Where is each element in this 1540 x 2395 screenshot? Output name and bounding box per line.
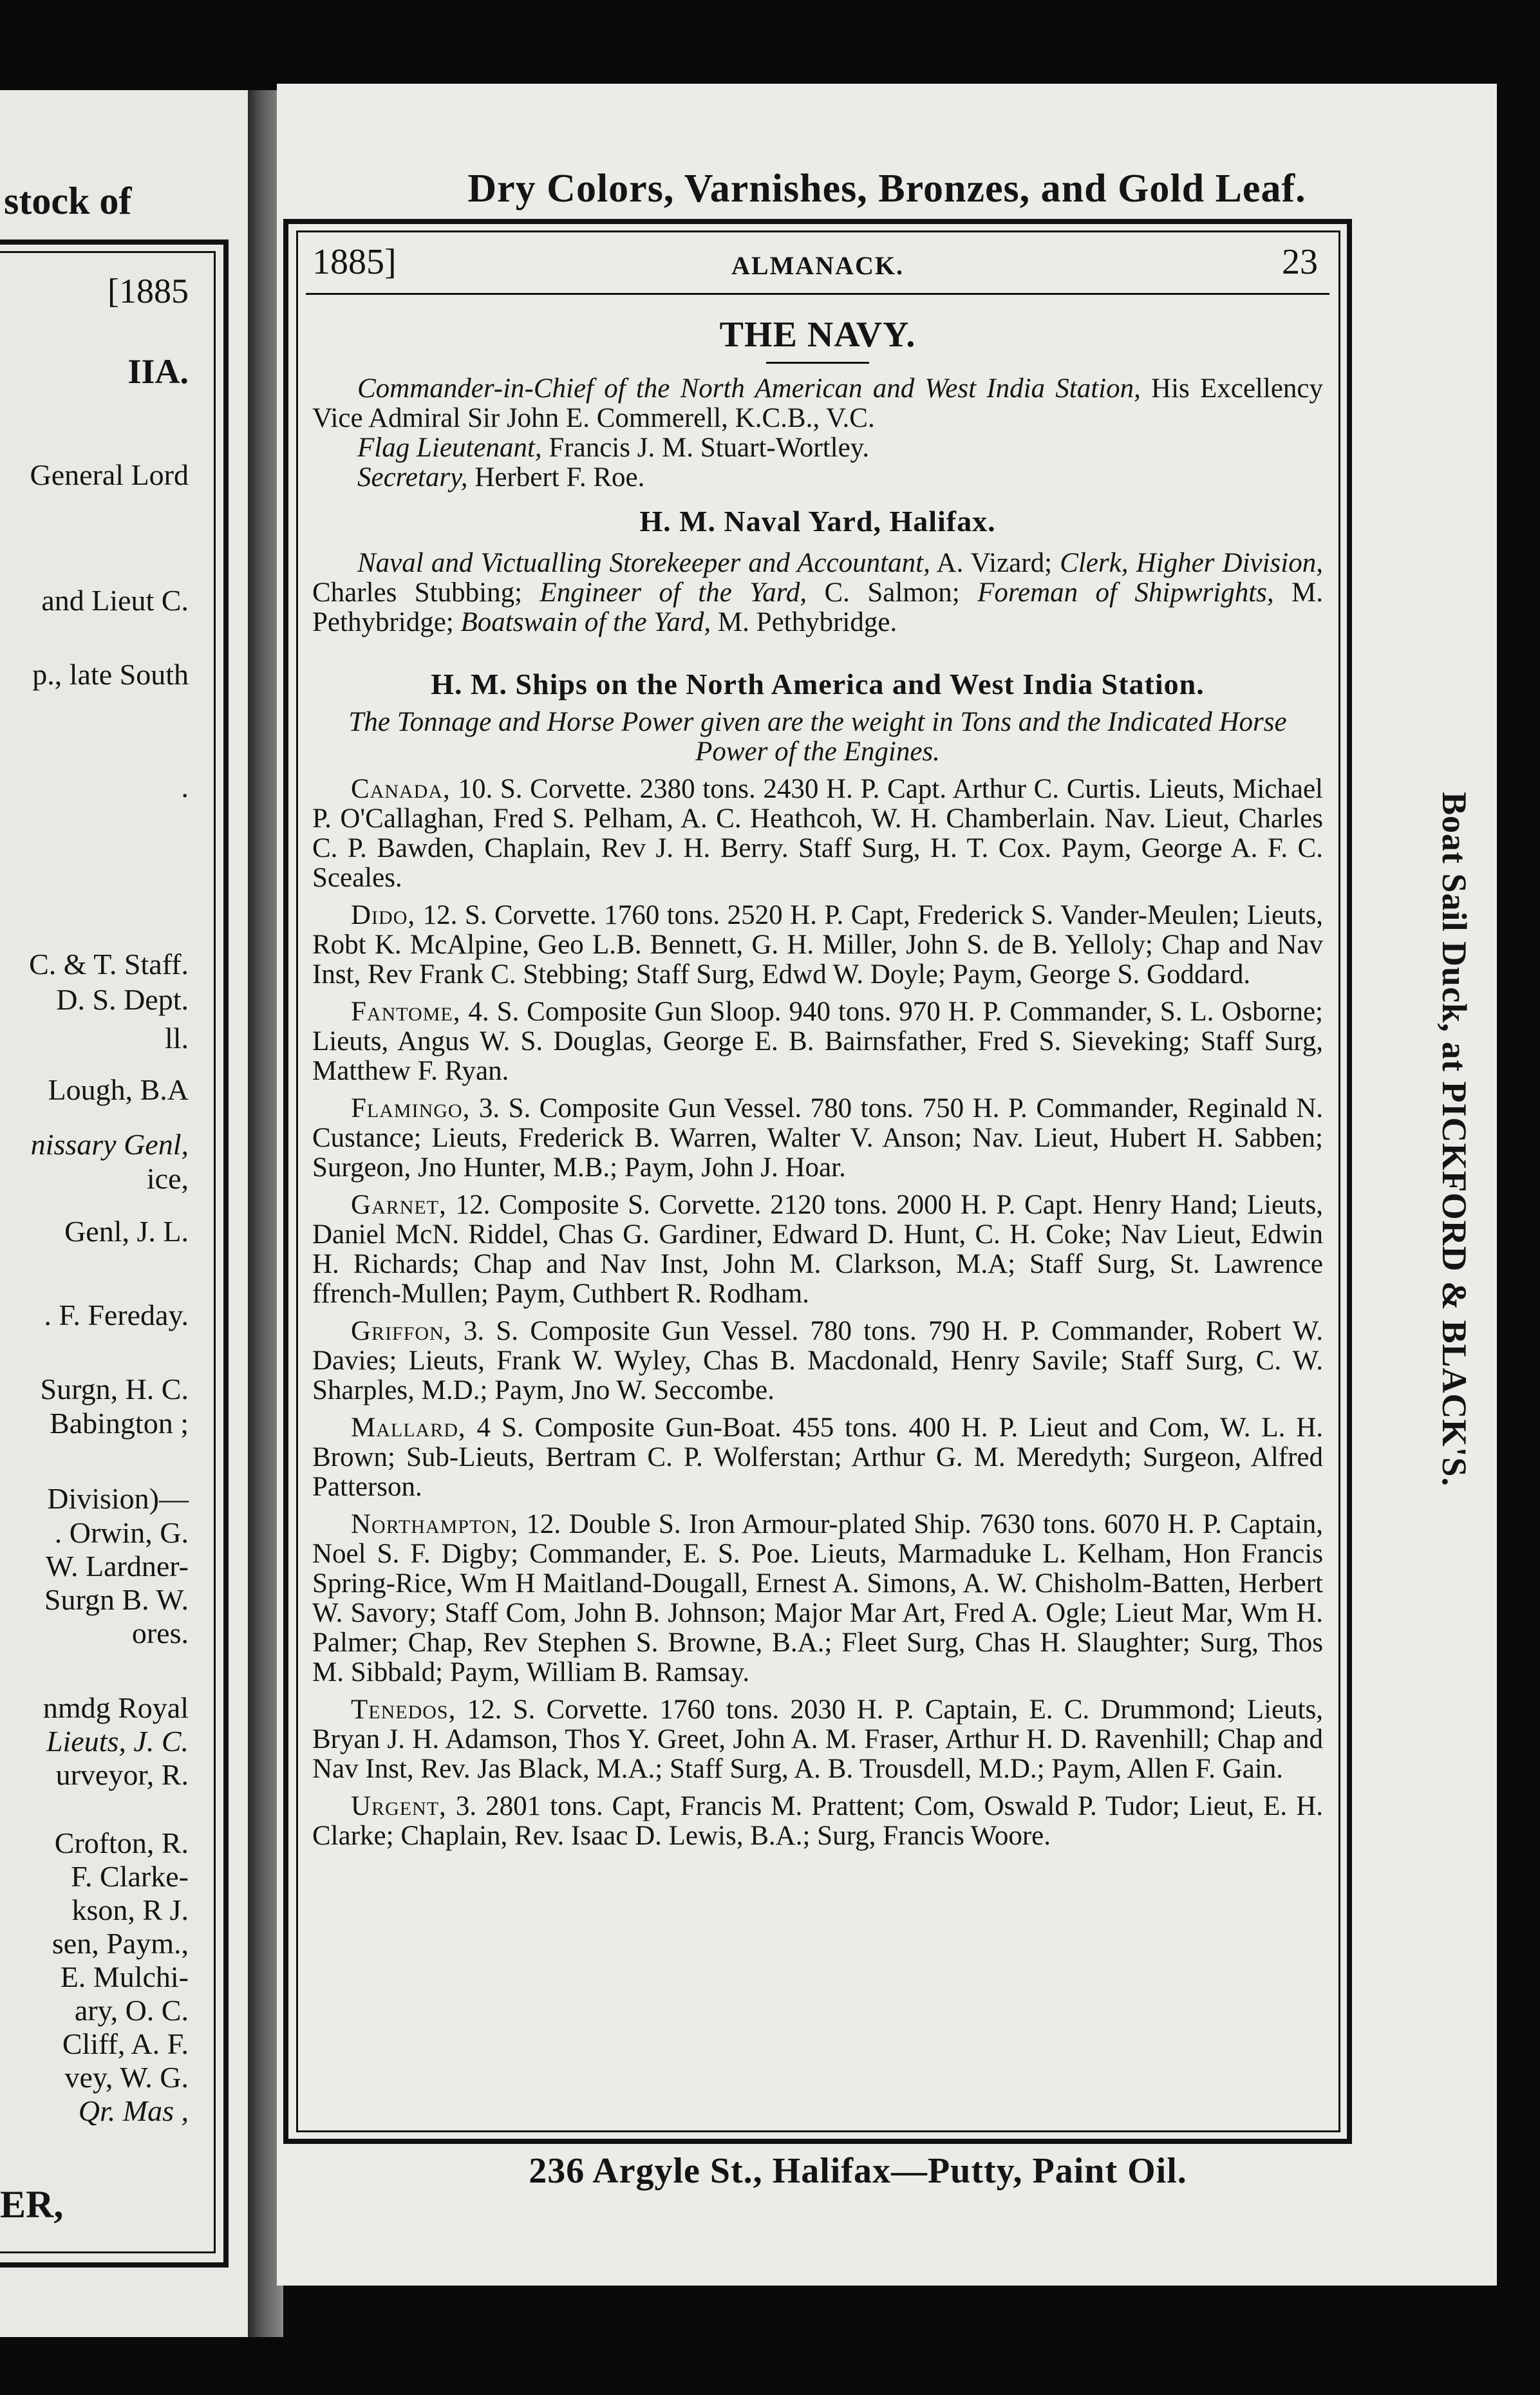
left-page-line: D. S. Dept.	[56, 983, 189, 1016]
left-page-line: Surgn, H. C.	[40, 1373, 189, 1405]
secretary-text: Herbert F. Roe.	[474, 462, 645, 493]
left-page-line: [1885	[108, 272, 189, 310]
ship-details: 12. S. Corvette. 1760 tons. 2520 H. P. Capt, Frederick S. Vander-Meulen; Lieuts, Robt K. McAlpine, Geo L.B. Bennett, G. H. Miller, John S. de B. Yelloly; Chap and Nav Inst, Rev Frank C. Stebbing; Staff Surg, Edwd W. Doyle; Paym, George S. Goddard.	[312, 900, 1324, 990]
ship-details: 3. S. Composite Gun Vessel. 780 tons. 750 H. P. Commander, Reginald N. Custance; Lieuts, Frederick B. Warren, Walter V. Anson; Nav. Lieut, Hubert H. Sabben; Surgeon, Jno Hunter, M.B.; Paym, John J. Hoar.	[312, 1093, 1324, 1183]
officer-name: M. Pethybridge.	[717, 607, 897, 637]
ship-entry	[312, 1094, 1323, 1183]
left-page-line: sen, Paym.,	[52, 1927, 189, 1960]
officer-name: M. Pethybridge;	[312, 578, 1324, 637]
commander-label: Commander-in-Chief of the North American and West India Station,	[357, 373, 1141, 404]
left-page-bottom-text: ER,	[0, 2183, 64, 2226]
naval-yard-heading: H. M. Naval Yard, Halifax.	[639, 505, 996, 538]
side-advertisement-text: Boat Sail Duck, at PICKFORD & BLACK'S.	[1435, 792, 1474, 1487]
ship-details: 4. S. Composite Gun Sloop. 940 tons. 970 H. P. Commander, S. L. Osborne; Lieuts, Angus W. S. Douglas, George E. B. Bairnsfather, Fred S. Sieveking; Staff Surg, Matthew F. Ryan.	[312, 997, 1323, 1086]
left-page-line: Cliff, A. F.	[62, 2027, 189, 2060]
ship-details: 12. Double S. Iron Armour-plated Ship. 7630 tons. 6070 H. P. Captain, Noel S. F. Digby; Commander, E. S. Poe. Lieuts, Marmaduke L. Kelham, Hon Francis Spring-Rice, Wm H Maitland-Dougall, Ernest A. Simons, A. W. Chisholm-Batten, Herbert W. Savory; Staff Com, John B. Johnson; Major Mar Art, Fred A. Ogle; Lieut Mar, Wm H. Palmer; Chap, Rev Stephen S. Browne, B.A.; Fleet Surg, Chas H. Slaughter; Surg, Thos M. Sibbald; Paym, William B. Ramsay.	[312, 1509, 1324, 1687]
left-page-line: Division)—	[47, 1482, 189, 1515]
ship-entry	[312, 1317, 1323, 1405]
left-page-line: Surgn B. W.	[44, 1583, 189, 1616]
left-page-top-text: stock of	[4, 180, 132, 222]
ship-name: Northampton,	[351, 1509, 518, 1539]
ship-entry	[312, 775, 1323, 893]
secretary-label: Secretary,	[357, 462, 468, 493]
ships-heading: H. M. Ships on the North America and West India Station.	[431, 668, 1205, 700]
left-page-line: and Lieut C.	[41, 584, 189, 617]
commander-in-chief	[312, 374, 1323, 433]
ship-details: 3. 2801 tons. Capt, Francis M. Prattent; Com, Oswald P. Tudor; Lieut, E. H. Clarke; Chaplain, Rev. Isaac D. Lewis, B.A.; Surg, Francis Woore.	[312, 1791, 1323, 1851]
ship-name: Mallard,	[351, 1413, 466, 1443]
side-advertisement	[1416, 792, 1494, 1693]
page-number: 23	[1282, 242, 1318, 282]
ships-note: The Tonnage and Horse Power given are the weight in Tons and the Indicated Horse Power of the Engines.	[348, 707, 1287, 767]
officer-name: Charles Stubbing;	[312, 578, 523, 608]
flag-lieutenant-text: Francis J. M. Stuart-Wortley.	[549, 433, 870, 463]
ship-name: Flamingo,	[351, 1093, 471, 1123]
secretary	[312, 463, 1323, 493]
bottom-advertisement: 236 Argyle St., Halifax—Putty, Paint Oil.	[529, 2151, 1187, 2191]
running-head	[306, 241, 1329, 295]
left-page-line: urveyor, R.	[55, 1758, 189, 1791]
left-page-line: IIA.	[127, 352, 189, 391]
ships-list	[306, 775, 1329, 1851]
almanack-page	[277, 84, 1497, 2286]
left-page-line: Crofton, R.	[54, 1827, 189, 1859]
ship-entry	[312, 997, 1323, 1086]
section-title: THE NAVY.	[719, 315, 916, 355]
ship-name: Canada,	[351, 774, 451, 804]
left-page-line: . F. Fereday.	[44, 1299, 189, 1331]
ship-entry	[312, 901, 1323, 990]
left-page-line: p., late South	[32, 658, 189, 691]
ship-name: Dido,	[351, 900, 416, 930]
commander-text: His Excellency Vice Admiral Sir John E. Commerell, K.C.B., V.C.	[312, 373, 1323, 433]
ship-name: Garnet,	[351, 1190, 447, 1220]
ship-details: 10. S. Corvette. 2380 tons. 2430 H. P. Capt. Arthur C. Curtis. Lieuts, Michael P. O'Callaghan, Fred S. Pelham, A. C. Heathcoh, W. H. Chamberlain. Nav. Lieut, Charles C. P. Bawden, Chaplain, Rev J. H. Berry. Staff Surg, H. T. Cox. Paym, George A. F. C. Sceales.	[312, 774, 1324, 893]
top-advertisement: Dry Colors, Varnishes, Bronzes, and Gold Leaf.	[467, 167, 1306, 211]
ship-details: 3. S. Composite Gun Vessel. 780 tons. 790 H. P. Commander, Robert W. Davies; Lieuts, Frank W. Wyley, Chas B. Macdonald, Henry Savile; Staff Surg, C. W. Sharples, M.D.; Paym, Jno W. Seccombe.	[312, 1316, 1323, 1405]
left-facing-page	[0, 90, 248, 2337]
flag-lieutenant-label: Flag Lieutenant,	[357, 433, 542, 463]
ship-details: 12. S. Corvette. 1760 tons. 2030 H. P. Captain, E. C. Drummond; Lieuts, Bryan J. H. Adamson, Thos Y. Greet, John A. M. Fraser, Arthur H. D. Ravenhill; Chap and Nav Inst, Rev. Jas Black, M.A.; Staff Surg, A. B. Trousdell, M.D.; Paym, Allen F. Gain.	[312, 1695, 1324, 1784]
ship-name: Tenedos,	[351, 1695, 456, 1725]
left-page-line: General Lord	[30, 458, 189, 491]
left-page-line: kson, R J.	[71, 1893, 189, 1926]
left-page-line: Qr. Mas ,	[78, 2094, 189, 2127]
ship-entry	[312, 1792, 1323, 1851]
flag-lieutenant	[312, 433, 1323, 463]
left-page-line: Lough, B.A	[48, 1073, 189, 1106]
role-label: Naval and Victualling Storekeeper and Accountant,	[357, 548, 930, 578]
officer-name: C. Salmon;	[824, 578, 960, 608]
ship-entry	[312, 1190, 1323, 1309]
left-page-line: W. Lardner-	[45, 1550, 189, 1583]
role-label: Engineer of the Yard,	[540, 578, 807, 608]
officer-name: A. Vizard;	[936, 548, 1053, 578]
left-page-line: F. Clarke-	[71, 1860, 189, 1893]
left-page-line: ice,	[146, 1162, 189, 1195]
left-page-line: ll.	[164, 1022, 189, 1055]
ship-entry	[312, 1510, 1323, 1687]
left-page-line: nissary Genl,	[30, 1128, 189, 1161]
left-page-line: E. Mulchi-	[60, 1960, 189, 1993]
ship-entry	[312, 1695, 1323, 1784]
ship-details: 4 S. Composite Gun-Boat. 455 tons. 400 H. P. Lieut and Com, W. L. H. Brown; Sub-Lieuts, Bertram C. P. Wolferstan; Arthur G. M. Meredyth; Surgeon, Alfred Patterson.	[312, 1413, 1323, 1502]
ship-name: Griffon,	[351, 1316, 452, 1346]
left-page-line: vey, W. G.	[64, 2061, 189, 2094]
role-label: Foreman of Shipwrights,	[977, 578, 1274, 608]
role-label: Clerk, Higher Division,	[1060, 548, 1323, 578]
page-content	[306, 241, 1329, 1851]
running-head-year: 1885]	[312, 242, 397, 282]
ship-details: 12. Composite S. Corvette. 2120 tons. 2000 H. P. Capt. Henry Hand; Lieuts, Daniel McN. Riddel, Chas G. Gardiner, Edward D. Hunt, C. H. Coke; Nav Lieut, Edwin H. Richards; Chap and Nav Inst, John M. Clarkson, M.A; Staff Surg, St. Lawrence ffrench-Mullen; Paym, Cuthbert R. Rodham.	[312, 1190, 1324, 1309]
ship-name: Fantome,	[351, 997, 461, 1027]
role-label: Boatswain of the Yard,	[460, 607, 711, 637]
left-page-line: Lieuts, J. C.	[46, 1725, 189, 1758]
left-page-line: . Orwin, G.	[54, 1516, 189, 1549]
ship-entry	[312, 1413, 1323, 1502]
left-page-line: ores.	[131, 1617, 189, 1649]
ship-name: Urgent,	[351, 1791, 447, 1821]
naval-yard-staff	[312, 549, 1323, 637]
left-page-line: C. & T. Staff.	[29, 948, 189, 981]
running-head-title: ALMANACK.	[731, 251, 904, 280]
left-page-line: nmdg Royal	[42, 1691, 189, 1724]
left-page-line: Genl, J. L.	[64, 1215, 189, 1248]
left-page-line: ary, O. C.	[74, 1994, 189, 2027]
left-page-line: Babington ;	[50, 1407, 189, 1440]
left-page-line: .	[181, 771, 189, 803]
title-rule	[766, 362, 869, 364]
